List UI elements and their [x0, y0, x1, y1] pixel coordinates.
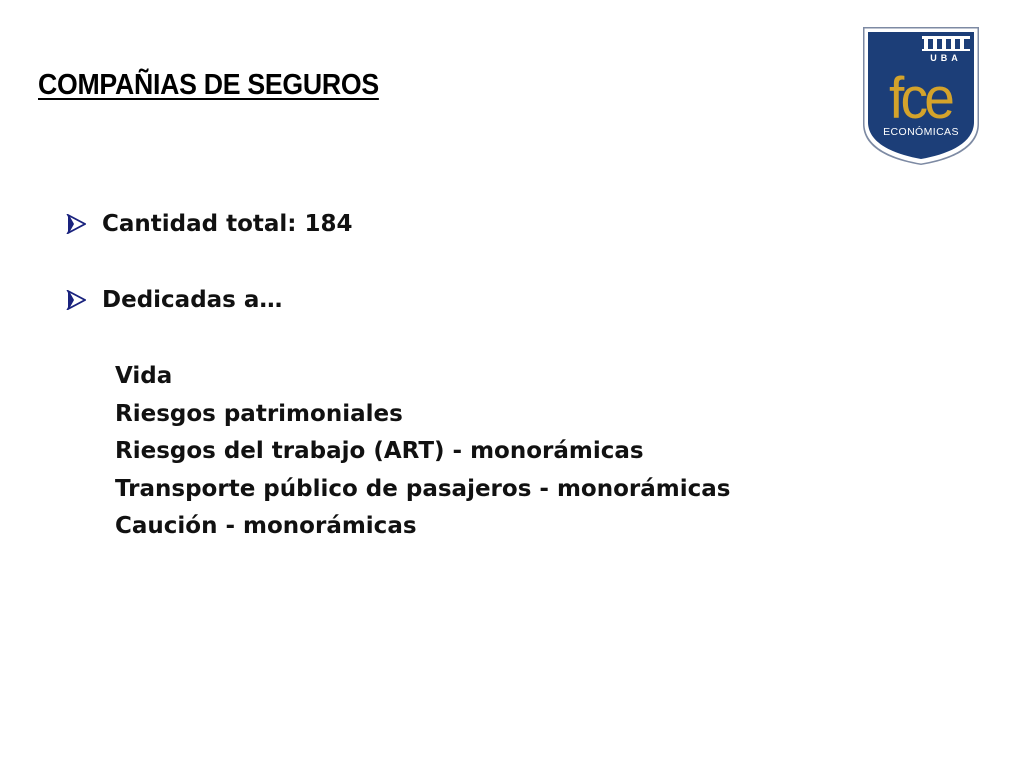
insurance-lines-list: [115, 358, 730, 546]
arrow-bullet-icon: [66, 214, 86, 234]
bullet-item-dedicadas: [66, 285, 282, 315]
bullet-label: Cantidad total: 184: [102, 211, 353, 237]
bullet-item-cantidad: [66, 209, 353, 239]
list-item-transporte-publico: Transporte público de pasajeros - monorámicas: [115, 475, 731, 502]
list-item-vida: Vida: [115, 363, 173, 389]
fce-uba-logo: [862, 26, 980, 166]
slide-title: COMPAÑIAS DE SEGUROS: [38, 69, 379, 101]
logo-main-text: fce: [888, 65, 952, 131]
logo-top-text: UBA: [930, 53, 962, 63]
logo-bottom-text: ECONÓMICAS: [883, 126, 959, 138]
list-item-caucion: Caución - monorámicas: [115, 513, 417, 539]
arrow-bullet-icon: [66, 290, 86, 310]
list-item-riesgos-del-trabajo: Riesgos del trabajo (ART) - monorámicas: [115, 438, 644, 464]
list-item-riesgos-patrimoniales: Riesgos patrimoniales: [115, 400, 403, 427]
bullet-label: Dedicadas a…: [102, 287, 283, 313]
